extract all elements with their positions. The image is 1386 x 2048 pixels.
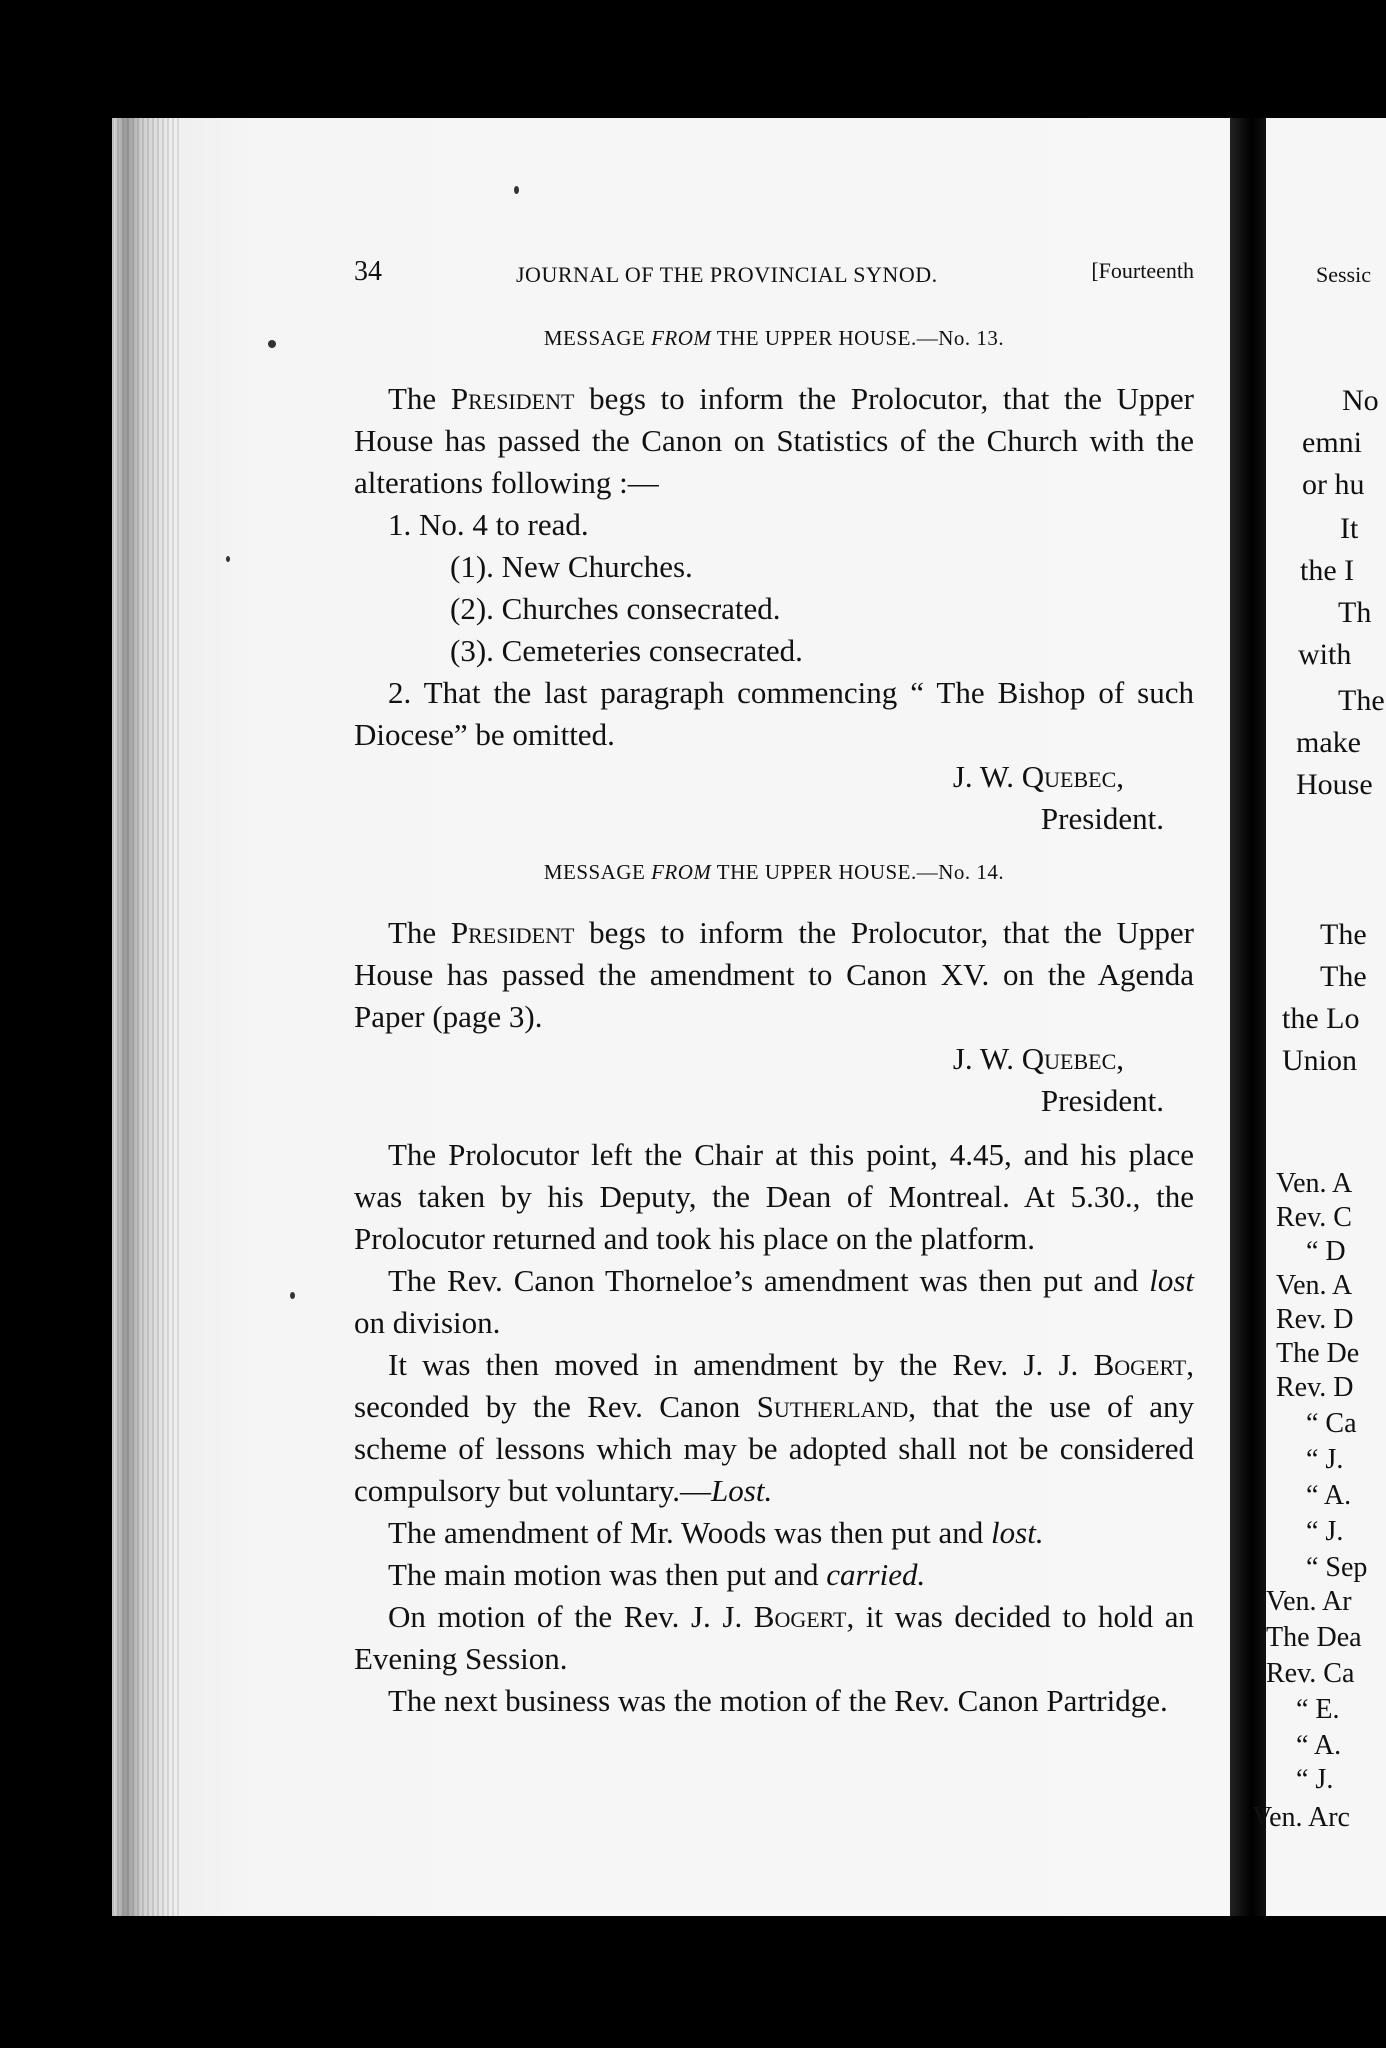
signature-name: J. W. Quebec, [952,1041,1124,1076]
right-list-item: “ A. [1296,1730,1342,1761]
right-list-item: Rev. C [1276,1202,1352,1233]
message-13-body [354,378,1194,840]
sub-item-3: (3). Cemeteries consecrated. [450,633,803,668]
right-line: House [1296,768,1373,801]
president-word: President [450,915,575,950]
paragraph-partridge: The next business was the motion of the Rev. Canon Partridge. [388,1683,1168,1718]
heading-text: THE UPPER HOUSE.—No. 14. [711,860,1005,884]
right-line: make [1296,726,1361,759]
paragraph-prolocutor: The Prolocutor left the Chair at this point, 4.45, and his place was taken by his Deputy, the Dean of Montreal. At 5.30., the Prolocutor returned and took his place on the platform. [354,1137,1194,1256]
page-number: 34 [354,256,382,287]
paragraph-main-motion: The main motion was then put and carried. [388,1557,926,1592]
right-line: or hu [1302,468,1365,501]
running-session: [Fourteenth [1091,258,1194,283]
right-page [1252,118,1386,1916]
list-item-2: 2. That the last paragraph commencing “ The Bishop of such Diocese” be omitted. [354,675,1194,752]
sub-item-2: (2). Churches consecrated. [450,591,781,626]
right-line: Th [1338,596,1372,629]
list-item-1: 1. No. 4 to read. [388,507,589,542]
paragraph-thorneloe: The Rev. Canon Thorneloe’s amendment was then put and lost on division. [354,1263,1194,1340]
right-list-item: Rev. Ca [1266,1658,1355,1689]
sub-item-1: (1). New Churches. [450,549,693,584]
heading-text: MESSAGE [543,860,652,884]
message-13-paragraph: The President begs to inform the Prolocutor, that the Upper House has passed the Canon on Statistics of the Church with the alterations following :— [354,381,1194,500]
right-list-item: “ J. [1306,1444,1344,1475]
right-list-item: Rev. D [1276,1372,1354,1403]
scan-speck [268,340,276,348]
scan-speck [226,556,230,562]
message-14-heading [354,860,1194,885]
right-list-item: Ven. Arc [1252,1802,1350,1833]
right-list-item: Ven. Ar [1266,1586,1352,1617]
right-line: The [1320,918,1367,951]
right-list-item: “ J. [1296,1764,1334,1795]
right-line: with [1298,638,1352,671]
paragraph-bogert-amendment: It was then moved in amendment by the Rev. J. J. Bogert, seconded by the Rev. Canon Sutherland, that the use of any scheme of lessons which may be adopted shall not be considered compulsory but voluntary.—Lost. [354,1347,1195,1508]
heading-from: FROM [651,860,712,884]
running-header [354,256,1194,292]
right-line: The [1320,960,1367,993]
message-14-body [354,912,1194,1122]
right-line: It [1340,512,1359,545]
right-list-item: “ D [1306,1236,1346,1267]
right-list-item: “ Sep [1306,1552,1368,1583]
right-line: No [1342,384,1379,417]
right-list-item: “ Ca [1306,1408,1357,1439]
right-line: the Lo [1282,1002,1360,1035]
signature-title: President. [1040,801,1164,836]
right-list-item: “ E. [1296,1694,1340,1725]
heading-text: THE UPPER HOUSE.—No. 13. [711,326,1005,350]
paragraph-evening-session: On motion of the Rev. J. J. Bogert, it was decided to hold an Evening Session. [354,1599,1194,1676]
right-list-item: Rev. D [1276,1304,1354,1335]
right-line: the I [1300,554,1355,587]
scan-speck [290,1292,295,1299]
signature-title: President. [1040,1083,1164,1118]
book-gutter [1230,118,1266,1916]
right-line: The [1338,684,1385,717]
president-word: President [450,381,575,416]
paragraph-woods: The amendment of Mr. Woods was then put and lost. [388,1515,1044,1550]
message-13-heading [354,326,1194,351]
right-list-item: “ A. [1306,1480,1352,1511]
signature-name: J. W. Quebec, [952,759,1124,794]
proceedings-body [354,1134,1194,1722]
right-list-item: Ven. A [1276,1168,1353,1199]
right-header-fragment: Sessic [1316,262,1371,287]
right-list-item: “ J. [1306,1516,1344,1547]
right-list-item: Ven. A [1276,1270,1353,1301]
message-14-paragraph: The President begs to inform the Prolocutor, that the Upper House has passed the amendment to Canon XV. on the Agenda Paper (page 3). [354,915,1194,1034]
right-line: emni [1302,426,1362,459]
right-list-item: The Dea [1266,1622,1362,1653]
scan-speck [514,186,519,194]
right-line: Union [1282,1044,1357,1077]
right-list-item: The De [1276,1338,1360,1369]
heading-from: FROM [651,326,712,350]
running-title: JOURNAL OF THE PROVINCIAL SYNOD. [516,262,938,287]
heading-text: MESSAGE [543,326,652,350]
